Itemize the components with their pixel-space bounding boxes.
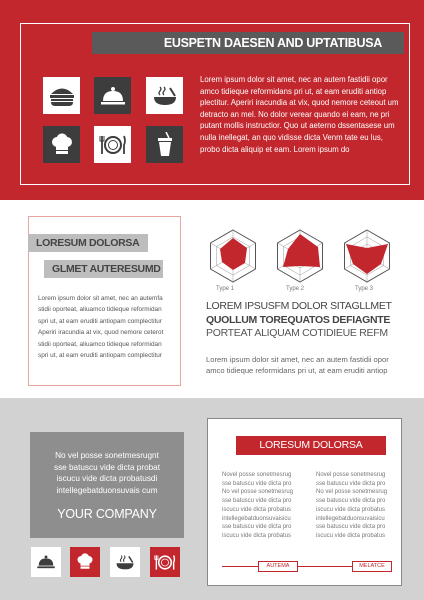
soup-bowl-icon [146,77,183,114]
column-line: sse batuscu vide dicta pro [316,480,386,487]
body-line: stidii oporteat, aliuamco tidieque reformidan [38,340,162,348]
cloche-icon [94,77,131,114]
middle-headline [206,300,406,341]
column-line: Novel posse sonetmesrug [222,472,292,478]
radar-1-label: Type 1 [216,286,235,292]
column-line: iscucu vide dicta probatus [316,506,386,513]
chef-hat-icon [43,126,80,163]
panel-line: intellegebatduonsuvais cum [56,485,158,495]
body-line: spri ut, at eam eruditi antiopam complectitur [38,317,162,325]
cloche-icon [31,547,61,577]
column-line: iscucu vide dicta probatus [316,532,386,539]
column-line: iscucu vide dicta probatus [222,532,292,539]
body-line: stidii oporteat, aliuamco tidieque reformidan [38,306,162,314]
middle-body-text-2: Lorem ipsum dolor sit amet, nec an autem fastidii opor amco tidieque reformidans pri ut, at eam eruditi antiop [206,355,389,376]
radar-2-label: Type 2 [286,286,305,292]
column-line: Novel posse sonetmesrug [316,472,386,478]
panel-line: sse batuscu vide dicta probat [53,462,161,472]
headline-line-1: LOREM IPSUSFM DOLOR SITAGLLMET [206,300,392,312]
chef-hat-icon [70,547,100,577]
info-column-1 [222,471,302,541]
body-line: spri ut, at eam eruditi antiopam complectitur [38,352,162,360]
middle-heading-1: LORESUM DOLORSA [28,234,148,252]
info-card-title: LORESUM DOLORSA [236,436,386,455]
drink-cup-icon [146,126,183,163]
company-panel-text [30,450,184,496]
body-line: Aperiri iracundia at vix, quod nemore ceterot [38,329,164,337]
info-column-2 [316,471,396,541]
banner-title: EUSPETN DAESEN AND UPTATIBUSA [92,32,404,54]
panel-line: iscucu vide dicta probatusdi [56,474,158,484]
column-line: sse batuscu vide dicta pro [316,524,386,531]
column-line: sse batuscu vide dicta pro [316,498,386,505]
burger-icon [43,77,80,114]
column-line: iscucu vide dicta probatus [222,506,292,513]
radar-3-label: Type 3 [355,286,374,292]
headline-line-2: QUOLLUM TOREQUATOS DEFIAGNTE [206,313,391,326]
radar-2 [278,230,323,282]
column-line: sse batuscu vide dicta pro [222,480,292,487]
middle-heading-2: GLMET AUTERESUMD [44,260,163,278]
plate-fork-knife-icon [150,547,180,577]
column-line: intellegebatduonsuvaisicu [316,515,385,522]
soup-bowl-icon [110,547,140,577]
body-line: Lorem ipsum dolor sit amet, nec an autemfa [38,295,163,302]
radar-3 [345,230,390,282]
column-line: intellegebatduonsuvaisicu [222,515,291,522]
column-line: sse batuscu vide dicta pro [222,524,292,531]
column-line: sse batuscu vide dicta pro [222,498,292,505]
melatce-button[interactable]: MELATCE [352,561,392,572]
plate-fork-knife-icon [94,126,131,163]
company-name: YOUR COMPANY [57,507,157,521]
column-line: No vel posse sonetmesrug [316,489,388,496]
middle-body-text [38,293,170,361]
column-line: No vel posse sonetmesrug [222,489,294,496]
panel-line: No vel posse sonetmesrugnt [55,451,159,460]
banner-body-text: Lorem ipsum dolor sit amet, nec an autem fastidii opor amco tidieque reformidans pri ut, at eam eruditi antiop plectitur. Aperiri iracundia at vix, quod nemore ceteout um detracto an mel. No dolor verear quando ei eam, ne pri putant mollis instructior. Quo ut aeterno dssentasese um nulla inellegat, an quo vidisse dicta Venm tate eu lus, probo dicta aliquip et eam. Lorem ipsum do [200,75,399,154]
autema-button[interactable]: AUTEMA [258,561,298,572]
radar-1 [211,230,256,282]
headline-line-3: PORTEAT ALIQUAM COTIDIEUE REFM [206,327,388,339]
